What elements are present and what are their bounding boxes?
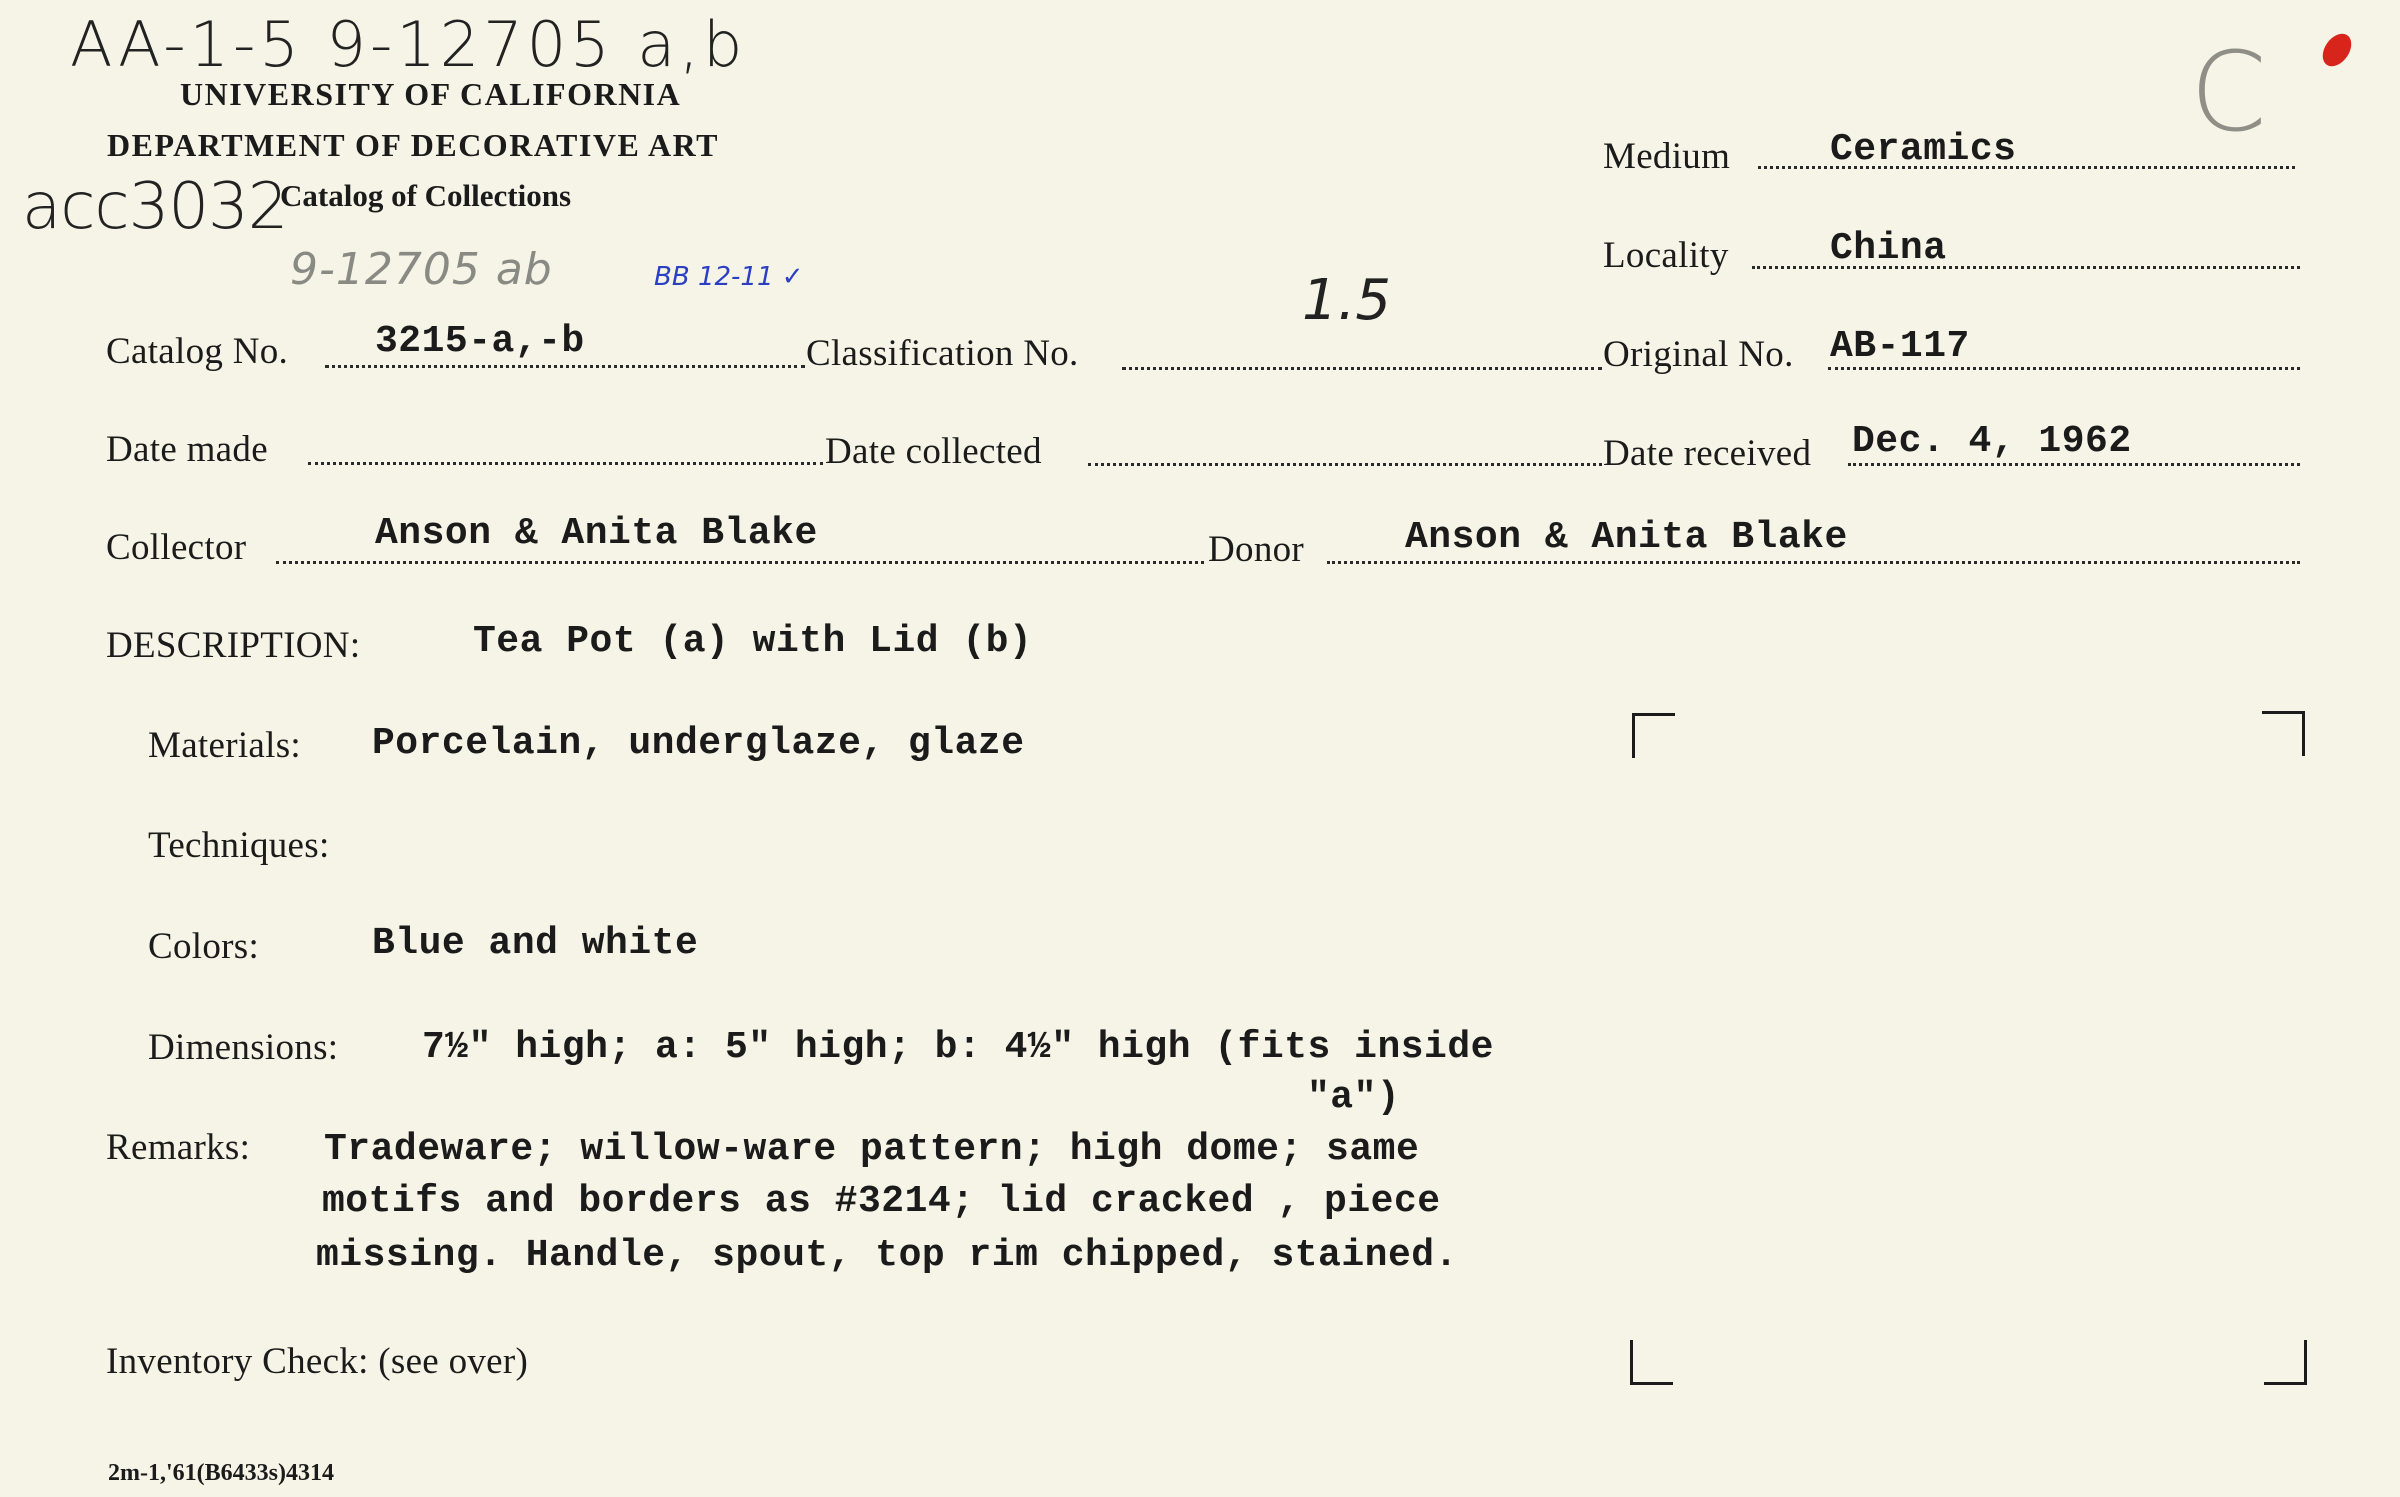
donor-label: Donor xyxy=(1208,529,1305,570)
donor-line xyxy=(1327,561,2300,564)
frame-corner-top-left xyxy=(1632,713,1675,758)
techniques-label: Techniques: xyxy=(148,825,330,866)
donor-value: Anson & Anita Blake xyxy=(1405,516,1848,559)
date-received-line xyxy=(1848,463,2300,466)
remarks-label: Remarks: xyxy=(106,1127,251,1168)
remarks-line-1: Tradeware; willow-ware pattern; high dome; same xyxy=(324,1128,1420,1171)
date-collected-line xyxy=(1088,463,1602,466)
university-heading: UNIVERSITY OF CALIFORNIA xyxy=(180,76,682,112)
frame-corner-top-right xyxy=(2262,711,2305,756)
catalog-no-label: Catalog No. xyxy=(106,331,289,372)
catalog-no-value: 3215-a,-b xyxy=(375,320,585,363)
handwritten-top-number: AA-1-5 9-12705 a,b xyxy=(70,8,747,81)
classification-no-label: Classification No. xyxy=(806,333,1079,374)
date-received-value: Dec. 4, 1962 xyxy=(1852,420,2132,463)
classification-no-line xyxy=(1122,367,1602,370)
original-no-value: AB-117 xyxy=(1830,325,1970,368)
original-no-label: Original No. xyxy=(1603,334,1794,375)
collector-line xyxy=(276,561,1204,564)
description-value: Tea Pot (a) with Lid (b) xyxy=(473,620,1033,663)
frame-corner-bottom-right xyxy=(2264,1340,2307,1385)
corner-mark: C xyxy=(2190,28,2267,156)
catalog-no-line xyxy=(325,365,805,368)
dimensions-line-1: 7½" high; a: 5" high; b: 4½" high (fits inside xyxy=(422,1026,1494,1069)
remarks-line-3: missing. Handle, spout, top rim chipped, stained. xyxy=(316,1234,1458,1277)
pencil-number: 9-12705 ab xyxy=(290,244,553,295)
handwritten-acc-number: acc3032 xyxy=(22,170,288,244)
handwritten-class-number: 1.5 xyxy=(1302,268,1392,333)
locality-value: China xyxy=(1830,227,1947,270)
inventory-check: Inventory Check: (see over) xyxy=(106,1341,529,1382)
description-label: DESCRIPTION: xyxy=(106,625,361,666)
colors-value: Blue and white xyxy=(372,922,699,965)
collector-label: Collector xyxy=(106,527,247,568)
colors-label: Colors: xyxy=(148,926,260,967)
dimensions-label: Dimensions: xyxy=(148,1027,339,1068)
date-made-label: Date made xyxy=(106,429,268,470)
medium-label: Medium xyxy=(1603,136,1731,177)
blue-pen-note: BB 12-11 ✓ xyxy=(654,262,804,292)
red-dot-marker xyxy=(2317,28,2357,71)
frame-corner-bottom-left xyxy=(1630,1340,1673,1385)
medium-value: Ceramics xyxy=(1830,128,2017,171)
department-heading: DEPARTMENT OF DECORATIVE ART xyxy=(107,127,719,163)
catalog-heading: Catalog of Collections xyxy=(280,178,572,213)
materials-value: Porcelain, underglaze, glaze xyxy=(372,722,1025,765)
date-received-label: Date received xyxy=(1603,433,1812,474)
date-made-line xyxy=(308,462,823,465)
remarks-line-2: motifs and borders as #3214; lid cracked , piece xyxy=(322,1180,1441,1223)
locality-label: Locality xyxy=(1603,235,1729,276)
footer-print-code: 2m-1,'61(B6433s)4314 xyxy=(108,1460,334,1486)
date-collected-label: Date collected xyxy=(825,431,1042,472)
dimensions-line-2: "a") xyxy=(1307,1076,1401,1119)
materials-label: Materials: xyxy=(148,725,302,766)
collector-value: Anson & Anita Blake xyxy=(375,512,818,555)
